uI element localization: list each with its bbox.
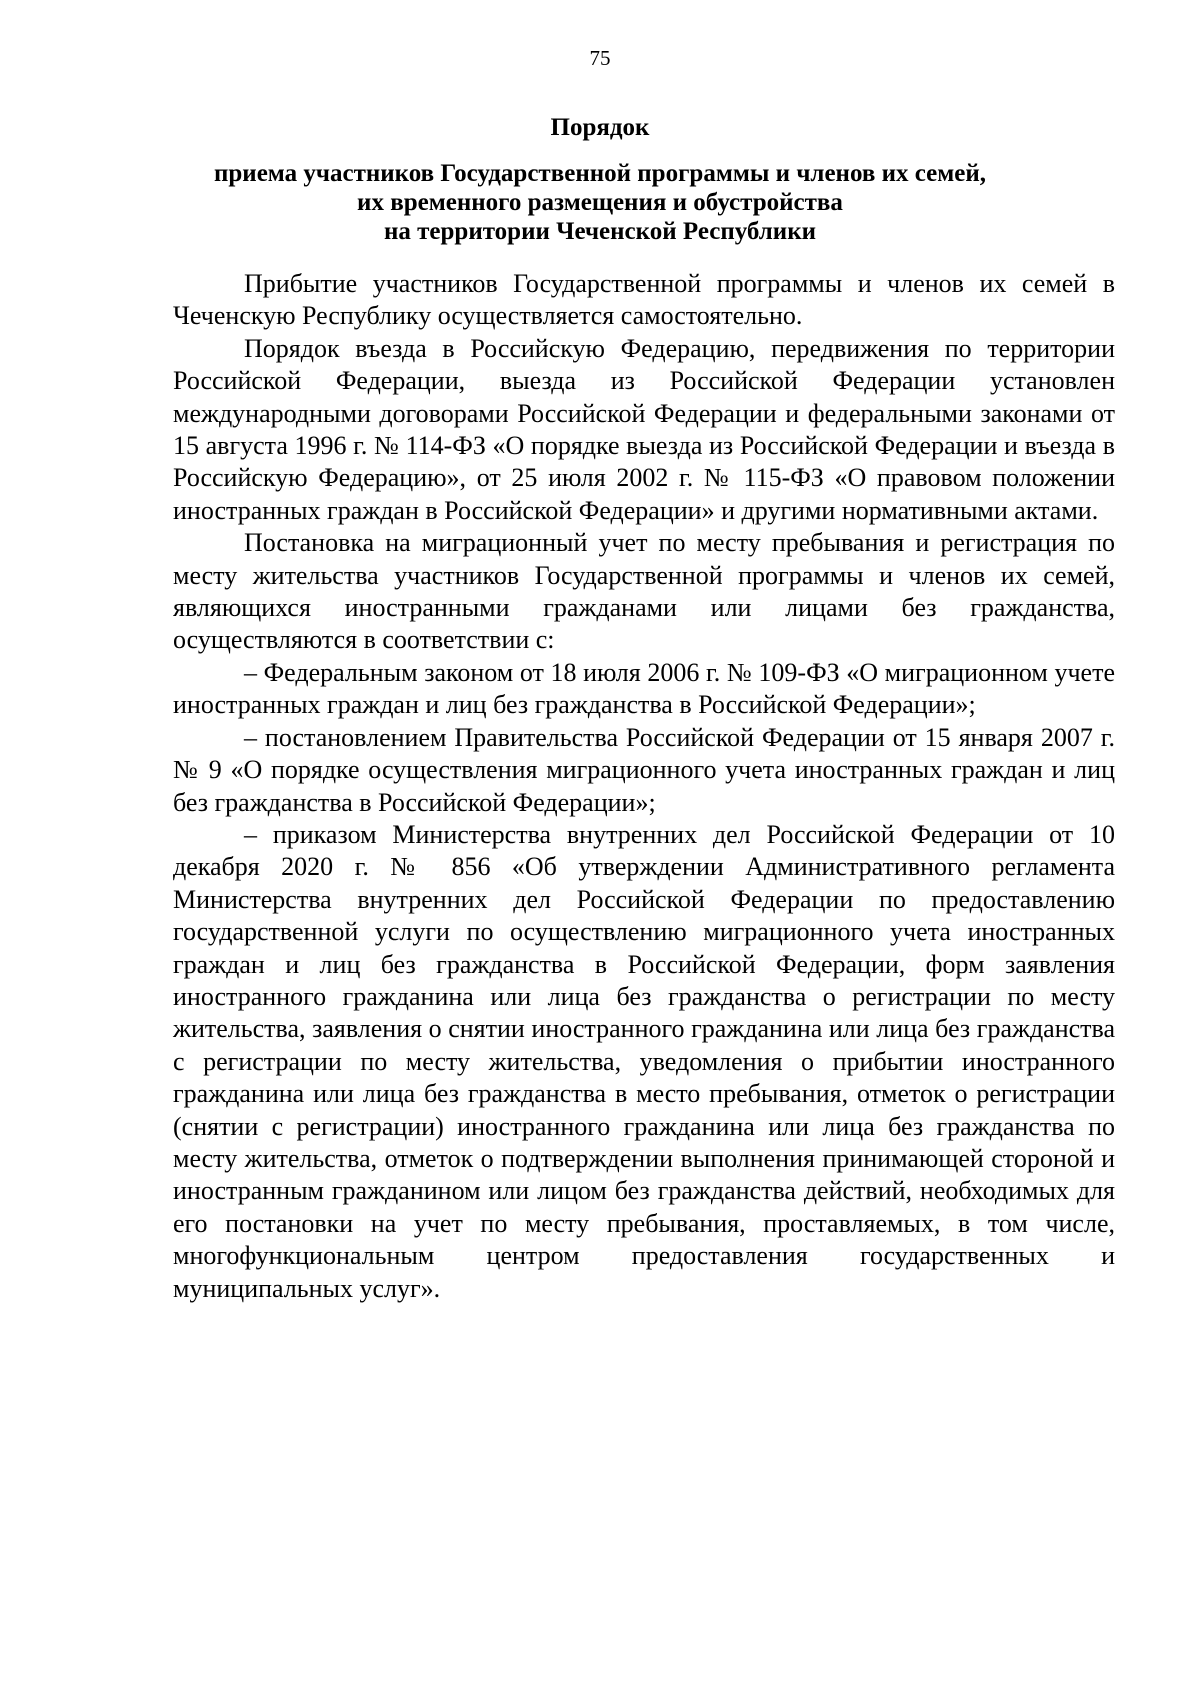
title-line-2: их временного размещения и обустройства <box>357 189 843 216</box>
title-line-1: приема участников Государственной программы и членов их семей, <box>213 160 987 187</box>
title-line-3: на территории Чеченской Республики <box>383 218 817 245</box>
paragraph-arrival: Прибытие участников Государственной программы и членов их семей в Чеченскую Республику осуществляется самостоятельно. <box>173 269 1115 331</box>
document-title <box>150 113 1050 246</box>
list-item-ministry-order: – приказом Министерства внутренних дел Российской Федерации от 10 декабря 2020 г. № 856 «Об утверждении Административного регламента Министерства внутренних дел Российской Федерации по предоставлению государственной услуги по осуществлению миграционного учета иностранных граждан и лиц без гражданства в Российской Федерации, форм заявления иностранного гражданина или лица без гражданства о регистрации по месту жительства, заявления о снятии иностранного гражданина или лица без гражданства с регистрации по месту жительства, уведомления о прибытии иностранного гражданина или лица без гражданства в место пребывания, отметок о регистрации (снятии с регистрации) иностранного гражданина или лица без гражданства по месту жительства, отметок о подтверждении выполнения принимающей стороной и иностранным гражданином или лицом без гражданства действий, необходимых для его постановки на учет по месту пребывания, проставляемых, в том числе, многофункциональным центром предоставления государственных и муниципальных услуг». <box>173 819 1115 1303</box>
paragraph-migration-registration: Постановка на миграционный учет по месту пребывания и регистрация по месту жительства участников Государственной программы и членов их семей, являющихся иностранными гражданами или лицами без гражданства, осуществляются в соответствии с: <box>173 528 1115 655</box>
document-body <box>173 268 1115 1305</box>
paragraph-entry-procedure: Порядок въезда в Российскую Федерацию, передвижения по территории Российской Федерации, выезда из Российской Федерации установлен международными договорами Российской Федерации и федеральными законами от 15 августа 1996 г. № 114-ФЗ «О порядке выезда из Российской Федерации и въезда в Российскую Федерацию», от 25 июля 2002 г. № 115-ФЗ «О правовом положении иностранных граждан в Российской Федерации» и другими нормативными актами. <box>173 333 1115 525</box>
title-heading: Порядок <box>550 114 650 141</box>
list-item-government-resolution: – постановлением Правительства Российской Федерации от 15 января 2007 г. № 9 «О порядке осуществления миграционного учета иностранных граждан и лиц без гражданства в Российской Федерации»; <box>173 722 1115 817</box>
page-number: 75 <box>589 46 611 70</box>
list-item-federal-law: – Федеральным законом от 18 июля 2006 г. № 109-ФЗ «О миграционном учете иностранных граждан и лиц без гражданства в Российской Федерации»; <box>173 657 1115 720</box>
